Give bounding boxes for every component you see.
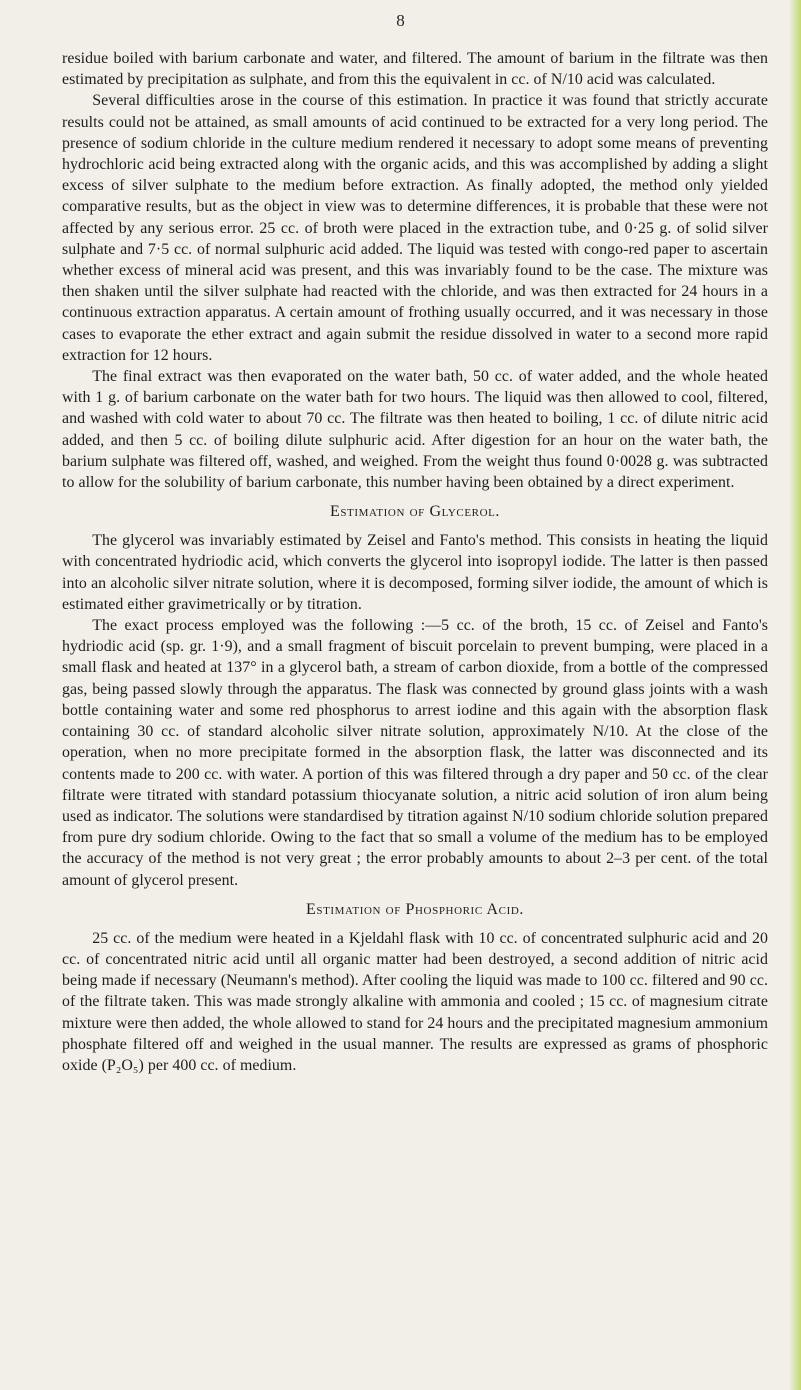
page-edge: [789, 0, 801, 1390]
paragraph-2: Several difficulties arose in the course of this estimation. In practice it was found that strictly accurate results could not be attained, as small amounts of acid continued to be extracted for a very long period. The presence of sodium chloride in the culture medium rendered it necessary to adopt some means of preventing hydrochloric acid being extracted along with the organic acids, and this was accomplished by adding a slight excess of silver sulphate to the medium before extraction. As finally adopted, the method only yielded comparative results, but as the object in view was to determine differences, it is probable that these were not affected by any serious error. 25 cc. of broth were placed in the extraction tube, and 0·25 g. of solid silver sulphate and 7·5 cc. of normal sulphuric acid added. The liquid was tested with congo-red paper to ascertain whether excess of mineral acid was present, and this was invariably found to be the case. The mixture was then shaken until the silver sulphate had reacted with the chloride, and was then extracted for 24 hours in a continuous extraction apparatus. A certain amount of frothing usually occurred, and it was necessary in those cases to evaporate the ether extract and again submit the residue dissolved in water to a second more rapid extraction for 12 hours.: [62, 92, 768, 364]
section-heading-glycerol: Estimation of Glycerol.: [329, 503, 501, 521]
paragraph-6: 25 cc. of the medium were heated in a Kjeldahl flask with 10 cc. of concentrated sulphuric acid and 20 cc. of concentrated nitric acid until all organic matter had been destroyed, a second addition of nitric acid being made if necessary (Neumann's method). After cooling the liquid was made to 100 cc. filtered and 90 cc. of the filtrate taken. This was made strongly alkaline with ammonia and cooled ; 15 cc. of magnesium citrate mixture were then added, the whole allowed to stand for 24 hours and the precipitated magnesium ammonium phosphate filtered off and weighed in the usual manner. The results are expressed as grams of phosphoric oxide (P₂O₅) per 400 cc. of medium.: [62, 929, 768, 1074]
paragraph-1: residue boiled with barium carbonate and water, and filtered. The amount of barium in the filtrate was then estimated by precipitation as sulphate, and from this the equivalent in cc. of N/10 acid was calculated.: [62, 50, 768, 89]
section-heading-phosphoric-acid: Estimation of Phosphoric Acid.: [306, 900, 524, 918]
body-text: [62, 48, 768, 1076]
page-number: 8: [396, 11, 405, 30]
paragraph-5: The exact process employed was the following :—5 cc. of the broth, 15 cc. of Zeisel and Fanto's hydriodic acid (sp. gr. 1·9), and a small fragment of biscuit porcelain to prevent bumping, were placed in a small flask and heated at 137° in a glycerol bath, a stream of carbon dioxide, from a bottle of the compressed gas, being passed slowly through the apparatus. The flask was connected by ground glass joints with a wash bottle containing water and some red phosphorus to arrest iodine and this again with the absorption flask containing 30 cc. of standard alcoholic silver nitrate solution, approximately N/10. At the close of the operation, when no more precipitate formed in the absorption flask, the latter was disconnected and its contents made to 200 cc. with water. A portion of this was filtered through a dry paper and 50 cc. of the clear filtrate were titrated with standard potassium thiocyanate solution, a nitric acid solution of iron alum being used as indicator. The solutions were standardised by titration against N/10 sodium chloride solution prepared from pure dry sodium chloride. Owing to the fact that so small a volume of the medium has to be employed the accuracy of the method is not very great ; the error probably amounts to about 2–3 per cent. of the total amount of glycerol present.: [62, 617, 768, 889]
paragraph-3: The final extract was then evaporated on the water bath, 50 cc. of water added, and the whole heated with 1 g. of barium carbonate on the water bath for two hours. The liquid was then allowed to cool, filtered, and washed with cold water to about 70 cc. The filtrate was then heated to boiling, 1 cc. of dilute nitric acid added, and then 5 cc. of boiling dilute sulphuric acid. After digestion for an hour on the water bath, the barium sulphate was filtered off, washed, and weighed. From the weight thus found 0·0028 g. was subtracted to allow for the solubility of barium carbonate, this number having been obtained by a direct experiment.: [62, 368, 768, 492]
paragraph-4: The glycerol was invariably estimated by Zeisel and Fanto's method. This consists in heating the liquid with concentrated hydriodic acid, which converts the glycerol into isopropyl iodide. The latter is then passed into an alcoholic silver nitrate solution, where it is decomposed, forming silver iodide, the amount of which is estimated either gravimetrically or by titration.: [62, 532, 768, 613]
